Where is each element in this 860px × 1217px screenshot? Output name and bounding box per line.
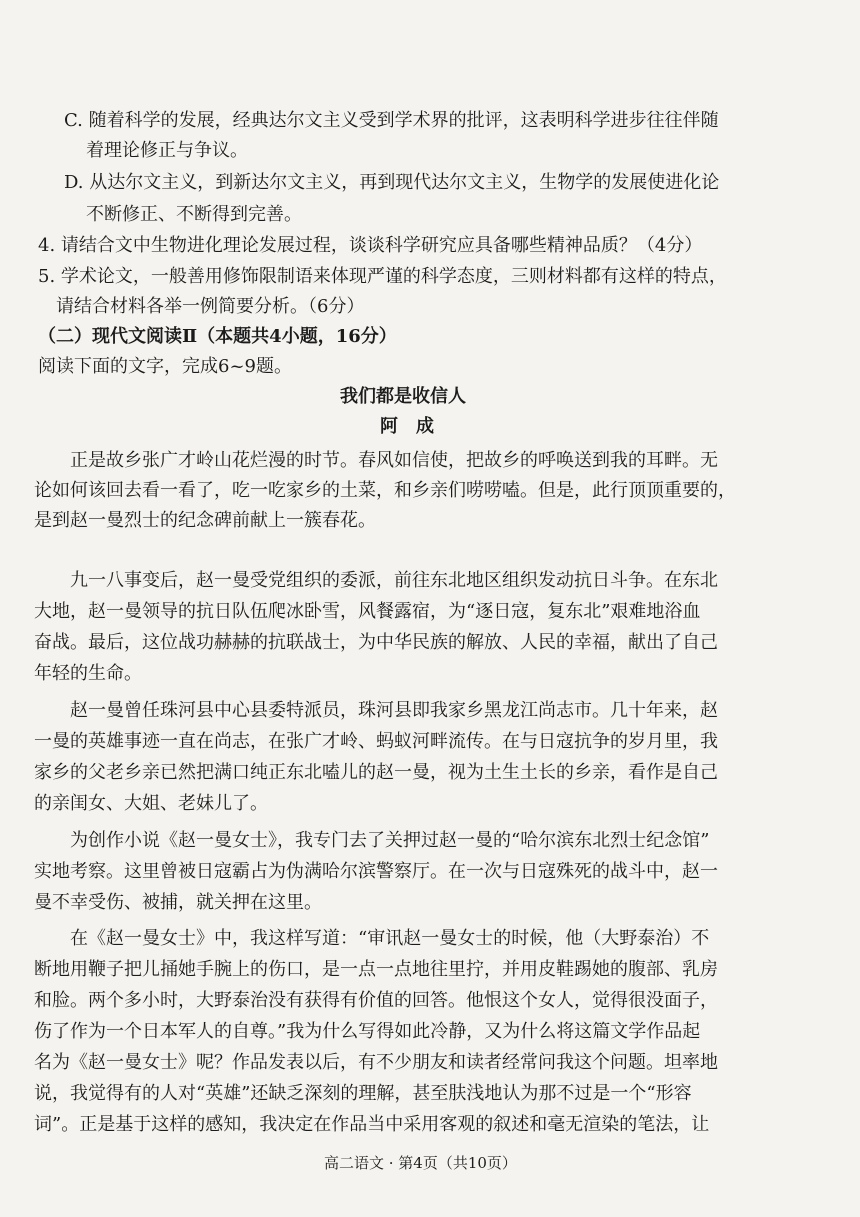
paragraph-2-line4: 年轻的生命。 (34, 663, 142, 684)
paragraph-5-line7: 词”。正是基于这样的感知，我决定在作品当中采用客观的叙述和毫无渲染的笔法，让 (34, 1114, 710, 1135)
option-d-line1: D. 从达尔文主义，到新达尔文主义，再到现代达尔文主义，生物学的发展使进化论 (64, 172, 720, 193)
paragraph-1-line2: 论如何该回去看一看了，吃一吃家乡的土菜，和乡亲们唠唠嗑。但是，此行顶顶重要的， (34, 480, 736, 501)
option-d-line2: 不断修正、不断得到完善。 (86, 204, 302, 225)
question-4: 4. 请结合文中生物进化理论发展过程，谈谈科学研究应具备哪些精神品质？（4分） (38, 235, 703, 256)
paragraph-5-line6: 说，我觉得有的人对“英雄”还缺乏深刻的理解，甚至肤浅地认为那不过是一个“形容 (34, 1083, 692, 1104)
paragraph-3-line4: 的亲闺女、大姐、老妹儿了。 (34, 793, 268, 814)
article-author: 阿 成 (380, 416, 434, 437)
paragraph-5-line5: 名为《赵一曼女士》呢？作品发表以后，有不少朋友和读者经常问我这个问题。坦率地 (34, 1052, 718, 1073)
paragraph-2-line3: 奋战。最后，这位战功赫赫的抗联战士，为中华民族的解放、人民的幸福，献出了自己 (34, 632, 718, 653)
option-c-line1: C. 随着科学的发展，经典达尔文主义受到学术界的批评，这表明科学进步往往伴随 (64, 110, 719, 131)
paragraph-3-line3: 家乡的父老乡亲已然把满口纯正东北嗑儿的赵一曼，视为土生土长的乡亲，看作是自己 (34, 762, 718, 783)
paragraph-4-line1: 为创作小说《赵一曼女士》，我专门去了关押过赵一曼的“哈尔滨东北烈士纪念馆” (70, 830, 710, 851)
paragraph-2-line1: 九一八事变后，赵一曼受党组织的委派，前往东北地区组织发动抗日斗争。在东北 (70, 570, 718, 591)
paragraph-5-line1: 在《赵一曼女士》中，我这样写道：“审讯赵一曼女士的时候，他（大野泰治）不 (70, 928, 710, 949)
paragraph-5-line4: 伤了作为一个日本军人的自尊。”我为什么写得如此冷静，又为什么将这篇文学作品起 (34, 1021, 701, 1042)
paragraph-3-line2: 一曼的英雄事迹一直在尚志，在张广才岭、蚂蚁河畔流传。在与日寇抗争的岁月里，我 (34, 731, 718, 752)
paragraph-5-line3: 和脸。两个多小时，大野泰治没有获得有价值的回答。他恨这个女人，觉得很没面子， (34, 990, 718, 1011)
paragraph-2-line2: 大地，赵一曼领导的抗日队伍爬冰卧雪，风餐露宿，为“逐日寇，复东北”艰难地浴血 (34, 601, 701, 622)
option-c-line2: 着理论修正与争议。 (86, 140, 248, 161)
paragraph-1-line1: 正是故乡张广才岭山花烂漫的时节。春风如信使，把故乡的呼唤送到我的耳畔。无 (70, 450, 718, 471)
paragraph-1-line3: 是到赵一曼烈士的纪念碑前献上一簇春花。 (34, 510, 376, 531)
page-footer: 高二语文 · 第4页（共10页） (324, 1154, 517, 1172)
question-5-line1: 5. 学术论文，一般善用修饰限制语来体现严谨的科学态度，三则材料都有这样的特点， (38, 266, 727, 287)
question-5-line2: 请结合材料各举一例简要分析。（6分） (56, 296, 365, 317)
paragraph-4-line2: 实地考察。这里曾被日寇霸占为伪满哈尔滨警察厅。在一次与日寇殊死的战斗中，赵一 (34, 861, 718, 882)
paragraph-4-line3: 曼不幸受伤、被捕，就关押在这里。 (34, 892, 322, 913)
paragraph-3-line1: 赵一曼曾任珠河县中心县委特派员，珠河县即我家乡黑龙江尚志市。几十年来，赵 (70, 700, 718, 721)
article-title: 我们都是收信人 (340, 386, 466, 407)
section-instruction: 阅读下面的文字，完成6~9题。 (38, 356, 292, 377)
paragraph-5-line2: 断地用鞭子把儿捅她手腕上的伤口，是一点一点地往里拧，并用皮鞋踢她的腹部、乳房 (34, 959, 718, 980)
section-heading: （二）现代文阅读Ⅱ（本题共4小题，16分） (38, 326, 397, 347)
